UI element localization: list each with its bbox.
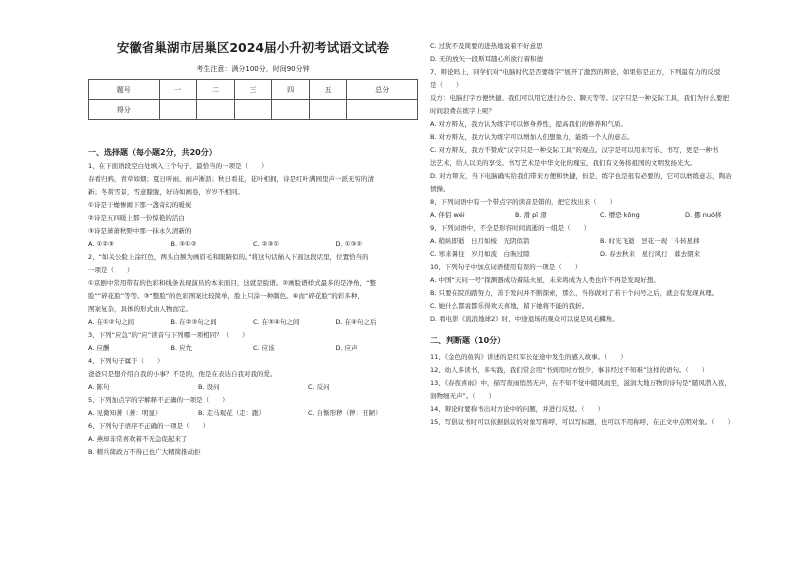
- answer-b: B. 时光飞逝 昙花一现 斗转星移: [600, 237, 700, 245]
- answer-b: B. 在②③句之间: [170, 318, 217, 326]
- passage-line: 图案复杂，具体的形式由人物而定。: [88, 305, 192, 313]
- answer-b: B. 滑 pī 滑: [515, 211, 547, 219]
- judge-item: 14、辩论时要称书出对方论中的问题，并进行反驳。（ ）: [430, 405, 605, 413]
- answer-d: D. 春去秋来 星行风行 暮去朝来: [600, 250, 701, 258]
- question-stem: 是（ ）: [430, 81, 463, 89]
- score-cell: [347, 100, 418, 120]
- answer-c: C. 懵恐 kǒng: [600, 211, 640, 219]
- answer-a: A. 应酬: [88, 344, 110, 352]
- passage-line: ①京剧中常用带有的色彩和线条表现演员的本来面目，这就是脸谱。②画脸谱样式最多的是净角，“整: [88, 279, 377, 287]
- question-stem: 9、下列词语中，不全是形容时间流逝的一组是（ ）: [430, 224, 591, 232]
- answer-options: [88, 342, 418, 355]
- answer-c: C. 寒来暑往 岁月如流 白驹过隙: [430, 250, 530, 258]
- answer-d: D. 在④句之后: [335, 318, 377, 326]
- option-line: C. 过犹不及简要的进热地说着不好意思: [430, 42, 543, 50]
- question-stem: 1、在下面语段空白处填入三个句子，最恰当的一项是（ ）: [88, 162, 268, 170]
- score-cell: 题号: [89, 80, 160, 100]
- score-cell: 二: [197, 80, 235, 100]
- answer-c: C. 应该: [253, 344, 275, 352]
- score-cell: 五: [309, 80, 347, 100]
- score-cell: 总分: [347, 80, 418, 100]
- score-cell: 四: [272, 80, 310, 100]
- section-choice: [88, 146, 418, 459]
- answer-line: D. 对方辩友，当下电脑确实给我们带来方便和快捷，但是，练字也是很有必要的，它可以磨练意志，陶冶: [430, 172, 732, 180]
- answer-line: A. 对方辩友，我方认为练字可以修身养性，提高我们的修养和气质。: [430, 120, 627, 128]
- option-line: ①诗是干燥惨闹下那一盏奇幻的暖炭: [88, 201, 192, 209]
- answer-c: C. ②③①: [253, 240, 280, 248]
- answer-b: B. 设问: [198, 383, 220, 391]
- score-cell: 三: [234, 80, 272, 100]
- exam-notice: 考生注意：满分100分，时间90分钟: [196, 65, 310, 73]
- answer-b: B. 走马观花（走：跑）: [198, 409, 266, 417]
- answer-options: [430, 209, 770, 222]
- answer-options: [88, 238, 418, 251]
- judge-item: 11、《金色的鱼钩》讲述的是红军长征途中发生的感人故事。（ ）: [430, 353, 627, 361]
- score-cell: [159, 100, 197, 120]
- score-table: [88, 79, 418, 120]
- question-stem: 10、下列句子中加点词语使用有误的一项是（ ）: [430, 263, 582, 271]
- option-line: A. 燕却非常喜欢着不无急促起来了: [88, 435, 188, 443]
- judge-item: 15、写倡议书时可以依据倡议的对象写称呼，可以写标题，也可以不用称呼，在正文中点明对象。（ ）: [430, 418, 735, 426]
- answer-line: 法艺术，给人以美的享受。书写艺术是中华文化的瑰宝，我们有义务将祖国的文明发扬光大。: [430, 159, 697, 167]
- answer-line: C. 她什么都说都乐得欢天喜地，留下她将不能的我折。: [430, 302, 589, 310]
- score-cell: [197, 100, 235, 120]
- exam-title: 安徽省巢湖市居巢区2024届小升初考试语文试卷: [116, 40, 390, 55]
- option-line: ③诗是萧萧秋野中那一抹永久清新的: [88, 227, 192, 235]
- question-stem: 3、下列“应急”的“应”读音与下列哪一项相同？（ ）: [88, 331, 249, 339]
- right-column: [430, 0, 770, 562]
- answer-line: C. 对方辩友，我方不赞成“汉字只是一种交际工具”的观点。汉字是可以用来写乐、书写，更是一种书: [430, 146, 719, 154]
- answer-options: [430, 248, 770, 261]
- judge-item: 12、幼人多读书，多实践，我们常会用“书到用时方恨少，事非经过不知难”这样的语句。（ ）: [430, 366, 709, 374]
- answer-options: [88, 381, 418, 394]
- answer-c: C. 在③④句之间: [253, 318, 300, 326]
- question-stem: 6、下列句子语序不正确的一项是（ ）: [88, 422, 210, 430]
- left-column: [88, 0, 418, 562]
- passage-line: 反方：电脑打字方便快捷。我们可以用它进行办公、聊天等等。汉字只是一种交际工具，我们为什么要把: [430, 94, 729, 102]
- question-stem: 4、下列句子属于（ ）: [88, 357, 164, 365]
- score-cell: 一: [159, 80, 197, 100]
- option-line: D. 无的放矢一段斯耳随心所欲行着积德: [430, 55, 544, 63]
- question-stem: 7、辩论吗上，同学们对“电脑时代是否要练字”展开了激烈的辩论，如果你是正方，下列最有力的反驳: [430, 68, 721, 76]
- answer-a: A. 见微知著（著：明显）: [88, 409, 162, 417]
- answer-line: D. 看电影《流浪地球2》时，中途退场的观众可以说是凤毛麟角。: [430, 315, 619, 323]
- passage-line: 春看归鸦，青草如烟；夏日听雨，雨声淅沥；秋日看花，花叶相拥，诗是红叶满园里声一派无穷的清: [88, 175, 374, 183]
- answer-line: 情操。: [430, 185, 450, 193]
- score-cell: [272, 100, 310, 120]
- score-cell: 得分: [89, 100, 160, 120]
- answer-options: [88, 407, 418, 420]
- score-table-score-row: [89, 100, 418, 120]
- answer-a: A. 陈句: [88, 383, 110, 391]
- judge-item: 润物细无声”。（ ）: [430, 392, 496, 400]
- answer-c: C. 反问: [308, 383, 330, 391]
- judge-item: 13、《春夜喜雨》中，描写夜雨悄然无声，在不知不觉中随风而至，滋润大地万物的诗句是“随风潜入夜，: [430, 379, 731, 387]
- answer-d: D. 挪 nuó移: [685, 211, 722, 219]
- answer-a: A. 伴侣 wéi: [430, 211, 465, 219]
- question-stem: 一项是（ ）: [88, 266, 134, 274]
- passage-line: 爸爸只是想介绍自我的小事？不是的，他是在表达自我对我的爱。: [88, 370, 277, 378]
- answer-b: B. 应允: [170, 344, 193, 352]
- answer-options: [88, 316, 418, 329]
- passage-line: 时间浪费在练字上呢？: [430, 107, 495, 115]
- answer-d: D. 应声: [335, 344, 358, 352]
- right-body: [430, 40, 770, 429]
- passage-line: 脸”“碎花脸”等等。③“整脸”的色彩图案比较简单，脸上只涂一种颜色。④而“碎花脸”的彩多种，: [88, 292, 364, 300]
- answer-a: A. ①②③: [88, 240, 114, 248]
- option-line: ②诗是五四暖上那一份惊艳的活白: [88, 214, 185, 222]
- answer-a: A. 在①②句之间: [88, 318, 135, 326]
- section-heading: 二、判断题（10分）: [430, 336, 506, 345]
- question-stem: 5、下列加点字的字解释不正确的一项是（ ）: [88, 396, 229, 404]
- question-stem: 8、下列词语中有一个带点字的读音是错的，把它找出来（ ）: [430, 198, 617, 206]
- answer-c: C. 自惭形秽（秽：丑陋）: [308, 409, 382, 417]
- score-cell: [234, 100, 272, 120]
- answer-line: A. 中国“天问一号”探测器成功着陆火星，未来将成为人类也许不再是发现好想。: [430, 276, 660, 284]
- answer-d: D. ①③②: [335, 240, 363, 248]
- score-cell: [309, 100, 347, 120]
- answer-line: B. 对方辩友，我方认为练字可以增加人们想象力，能练一个人的意志。: [430, 133, 634, 141]
- passage-line: 新；冬赏雪景，雪意朦胧，好诗如画卷，岁岁不相同。: [88, 188, 244, 196]
- option-line: B. 精兵简政万不得已也广大精简推动拒: [88, 448, 201, 456]
- answer-a: A. 稍纵即逝 日月如梭 光阴似箭: [430, 237, 530, 245]
- answer-options: [430, 235, 770, 248]
- answer-b: B. ③①②: [170, 240, 197, 248]
- question-stem: 2、“如关公脸上涂红色，两头白额为画眉毛和眼睛似的。”将这句话插入下面这段话里，位置恰当的: [88, 253, 369, 261]
- score-table-header-row: [89, 80, 418, 100]
- section-heading: 一、选择题（每小题2分，共20分）: [88, 148, 217, 157]
- answer-line: B. 只要在院的踏努力，善于发问并不断探索，那么，当你做对了若干个问号之后，就会有发现真理。: [430, 289, 719, 297]
